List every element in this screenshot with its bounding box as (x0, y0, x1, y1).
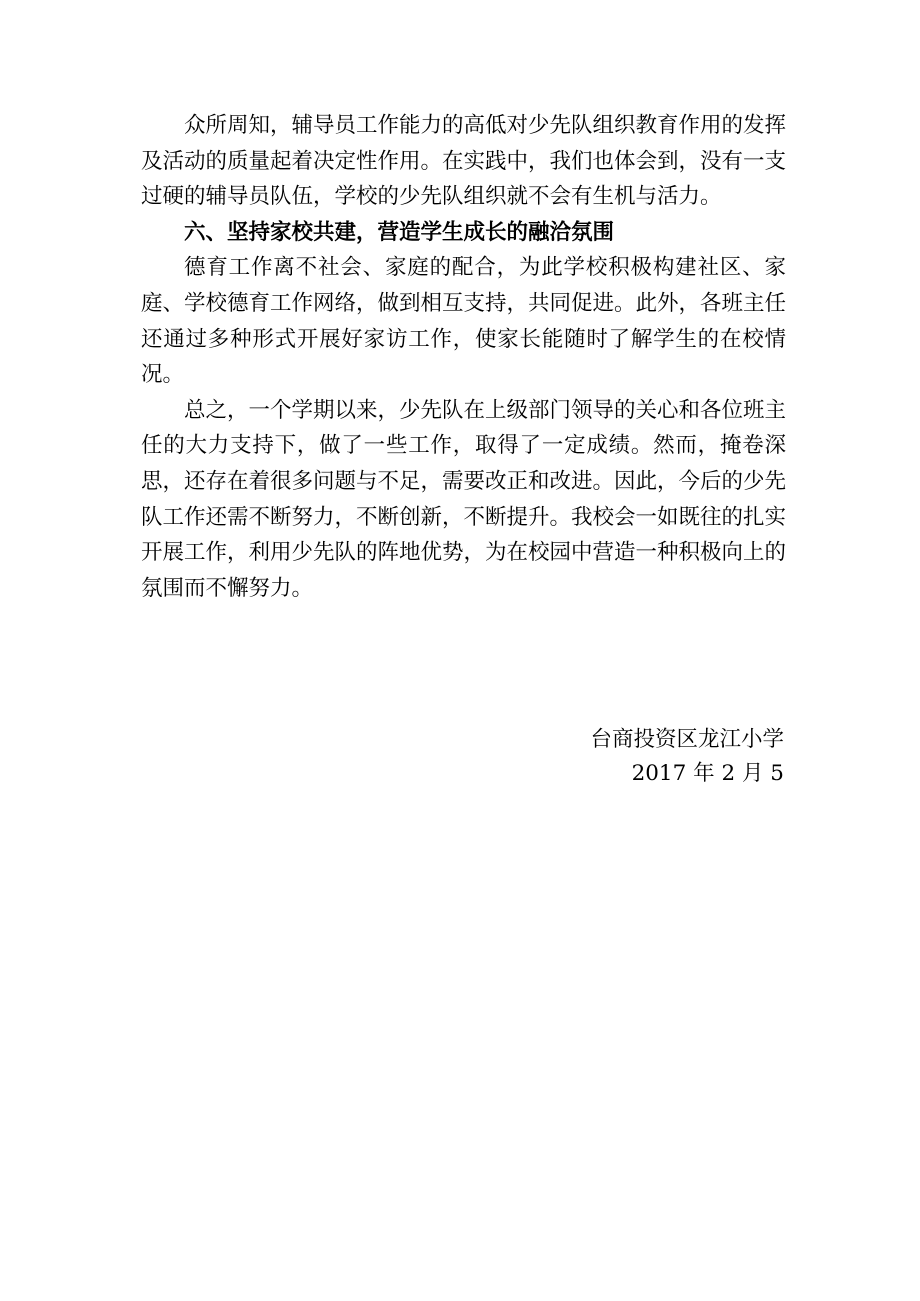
paragraph-summary: 总之，一个学期以来，少先队在上级部门领导的关心和各位班主任的大力支持下，做了一些工作，取得了一定成绩。然而，掩卷深思，还存在着很多问题与不足，需要改正和改进。因此，今后的少先队工作还需不断努力，不断创新，不断提升。我校会一如既往的扎实开展工作，利用少先队的阵地优势，为在校园中营造一种积极向上的氛围而不懈努力。 (141, 397, 787, 601)
signature-date: 2017 年 2 月 5 (631, 761, 784, 786)
paragraph-home-school: 德育工作离不社会、家庭的配合，为此学校积极构建社区、家庭、学校德育工作网络，做到相互支持，共同促进。此外，各班主任还通过多种形式开展好家访工作，使家长能随时了解学生的在校情况。 (141, 255, 787, 388)
signature-organization: 台商投资区龙江小学 (590, 727, 784, 752)
signature-block (590, 723, 784, 791)
section-heading-home-school: 六、坚持家校共建，营造学生成长的融洽氛围 (184, 219, 615, 245)
paragraph-counselor-team: 众所周知，辅导员工作能力的高低对少先队组织教育作用的发挥及活动的质量起着决定性作用。在实践中，我们也体会到，没有一支过硬的辅导员队伍，学校的少先队组织就不会有生机与活力。 (141, 113, 787, 210)
document-body (141, 108, 786, 606)
